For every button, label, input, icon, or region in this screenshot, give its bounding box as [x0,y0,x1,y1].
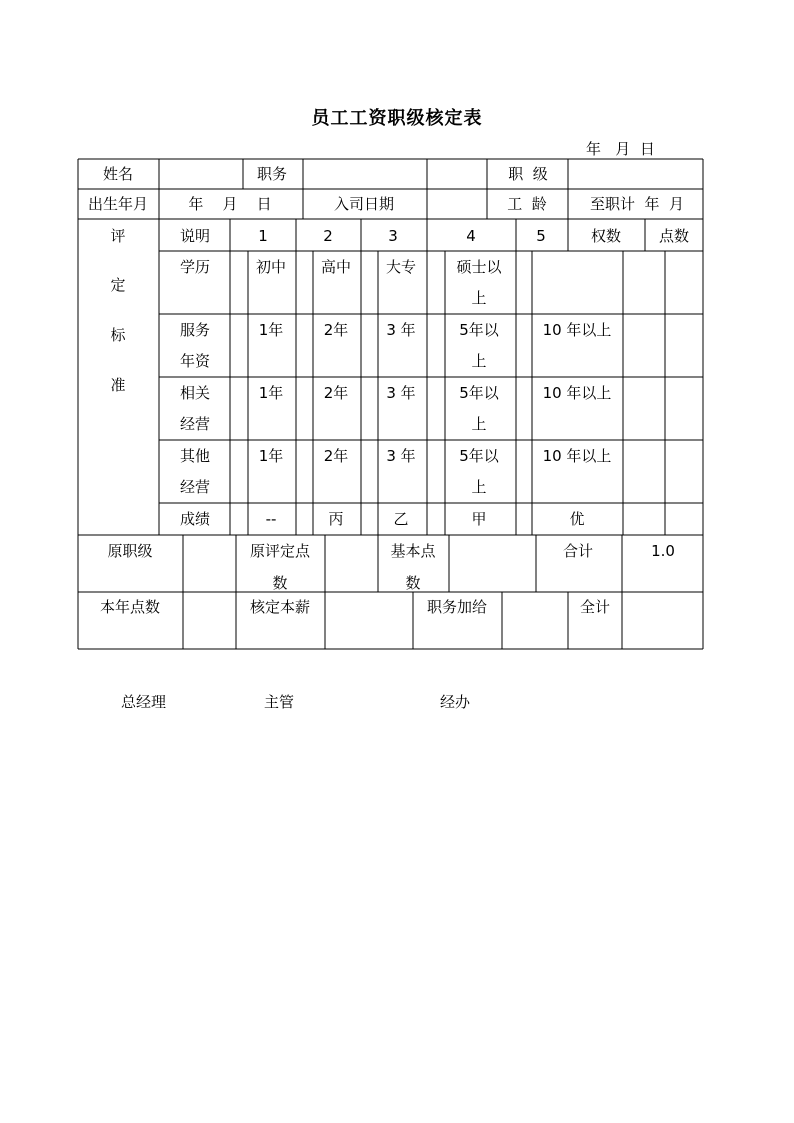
criteria-level-cell: 优 [569,510,585,528]
header-points: 点数 [658,227,690,245]
header-level-2: 2 [323,227,333,245]
tenure-label: 至职计 年 月 [589,195,685,213]
date-line: 年 月 日 [586,140,655,158]
criteria-item-label: 学历 [179,258,211,276]
grade-field[interactable] [571,160,701,188]
base-points-label: 基本点 [390,542,436,560]
original-grade-label: 原职级 [107,542,153,560]
criteria-level-cell: 乙 [393,510,409,528]
base-points-label-line2: 数 [405,574,421,592]
total-label: 合计 [562,542,594,560]
criteria-level-cell: 硕士以 [456,258,502,276]
criteria-level-cell: 大专 [385,258,417,276]
criteria-side-char-4: 准 [110,376,126,394]
criteria-item-label: 经营 [179,478,211,496]
signature-supervisor: 主管 [264,693,295,711]
criteria-level-cell: 5年以 [459,321,499,339]
signature-handler: 经办 [440,693,471,711]
criteria-level-cell: 10 年以上 [542,384,612,402]
header-level-5: 5 [536,227,546,245]
criteria-level-cell: 上 [471,478,487,496]
criteria-side-char-2: 定 [110,276,126,294]
original-points-label: 原评定点 [249,542,311,560]
birth-date-label: 出生年月 [87,195,149,213]
total-value: 1.0 [651,542,675,560]
criteria-level-cell: 3 年 [386,321,416,339]
seniority-label: 工 龄 [507,195,547,213]
criteria-level-cell: 上 [471,289,487,307]
header-description: 说明 [179,227,211,245]
name-label: 姓名 [102,165,134,183]
year-points-label: 本年点数 [99,598,161,616]
entry-date-label: 入司日期 [333,195,395,213]
criteria-level-cell: 初中 [255,258,287,276]
criteria-level-cell: -- [265,510,277,528]
criteria-level-cell: 上 [471,352,487,370]
criteria-level-cell: 1年 [258,384,284,402]
criteria-item-label: 成绩 [179,510,211,528]
criteria-item-label: 相关 [179,384,211,402]
criteria-level-cell: 3 年 [386,384,416,402]
criteria-level-cell: 2年 [323,321,349,339]
criteria-level-cell: 10 年以上 [542,447,612,465]
criteria-level-cell: 1年 [258,321,284,339]
criteria-side-char-3: 标 [110,326,126,344]
criteria-level-cell: 5年以 [459,447,499,465]
criteria-level-cell: 1年 [258,447,284,465]
signature-general-manager: 总经理 [121,693,167,711]
form-title: 员工工资职级核定表 [311,108,483,129]
approved-salary-label: 核定本薪 [249,598,311,616]
criteria-item-label: 年资 [179,352,211,370]
criteria-level-cell: 10 年以上 [542,321,612,339]
grade-label: 职 级 [508,165,548,183]
criteria-level-cell: 2年 [323,447,349,465]
birth-date-value[interactable]: 年 月 日 [188,195,272,213]
header-level-1: 1 [258,227,268,245]
grand-total-label: 全计 [579,598,611,616]
criteria-level-cell: 丙 [328,510,344,528]
position-label: 职务 [256,165,288,183]
criteria-level-cell: 上 [471,415,487,433]
position-bonus-label: 职务加给 [426,598,488,616]
criteria-item-label: 经营 [179,415,211,433]
header-weight: 权数 [590,227,622,245]
criteria-item-label: 其他 [179,447,211,465]
criteria-level-cell: 甲 [471,510,487,528]
name-field[interactable] [198,160,240,188]
criteria-item-label: 服务 [179,321,211,339]
criteria-side-char-1: 评 [110,227,126,245]
criteria-level-cell: 2年 [323,384,349,402]
criteria-level-cell: 高中 [320,258,352,276]
criteria-level-cell: 3 年 [386,447,416,465]
header-level-4: 4 [466,227,476,245]
original-points-label-line2: 数 [272,574,288,592]
header-level-3: 3 [388,227,398,245]
position-field[interactable] [306,160,424,188]
criteria-level-cell: 5年以 [459,384,499,402]
